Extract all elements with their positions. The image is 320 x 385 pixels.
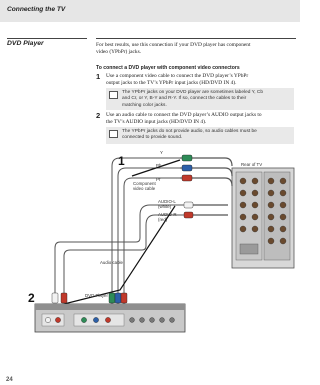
component-label-line-1: Component — [133, 181, 156, 186]
step-1-line-2: output jacks to the TV’s YPbPr input jacks (HD/DVD IN 4). — [106, 80, 237, 86]
component-cable-label — [133, 181, 156, 191]
step-2-line-1: Use an audio cable to connect the DVD player’s AUDIO output jacks to — [106, 112, 262, 118]
audio-r-label — [158, 212, 177, 222]
dvd-player — [35, 304, 185, 332]
audio-l-line-1: AUDIO-L — [158, 199, 176, 204]
step-1-number: 1 — [96, 72, 101, 81]
rear-tv-label: Rear of TV — [241, 162, 263, 167]
note-2-line-1: The YPbPr jacks do not provide audio, so audio cables must be — [122, 129, 257, 134]
callout-2: 2 — [28, 291, 35, 305]
section-title: DVD Player — [7, 40, 44, 47]
note-1-line-3: matching color jacks. — [122, 102, 167, 108]
component-cable-tv-end — [180, 155, 232, 186]
tv-rear-panel — [232, 168, 294, 268]
audio-cable-tv-end — [184, 202, 228, 218]
page-number: 24 — [6, 377, 13, 383]
subheading: To connect a DVD player with component video connectors — [96, 65, 240, 71]
dvd-player-label: DVD Player — [85, 293, 108, 298]
note-2-line-2: connected to provide sound. — [122, 135, 183, 141]
intro-line-1: For best results, use this connection if your DVD player has component — [96, 42, 251, 48]
note-1-line-1: The YPbPr jacks on your DVD player are sometimes labeled Y, Cb — [122, 90, 264, 95]
intro-line-2: video (YPbPr) jacks. — [96, 49, 142, 55]
step-1-line-1: Use a component video cable to connect the DVD player’s YPbPr — [106, 73, 249, 79]
y-label: Y — [160, 150, 163, 155]
step-2-number: 2 — [96, 111, 101, 120]
note-1-line-2: and Cr, or Y, B-Y and R-Y. If so, connect the cables to their — [122, 96, 247, 102]
step-2-line-2: the TV’s AUDIO input jacks (HD/DVD IN 4). — [106, 119, 207, 125]
callout-1: 1 — [118, 154, 125, 168]
component-label-line-2: video cable — [133, 186, 156, 191]
audio-r-line-2: (red) — [158, 217, 168, 222]
running-title: Connecting the TV — [7, 6, 66, 13]
audio-l-line-2: (white) — [158, 204, 172, 209]
pb-label: Pb — [156, 163, 162, 168]
audio-l-label — [158, 199, 176, 209]
pr-label: Pr — [156, 177, 161, 182]
audio-cable-label: Audio cable — [100, 260, 123, 265]
audio-r-line-1: AUDIO-R — [158, 212, 177, 217]
